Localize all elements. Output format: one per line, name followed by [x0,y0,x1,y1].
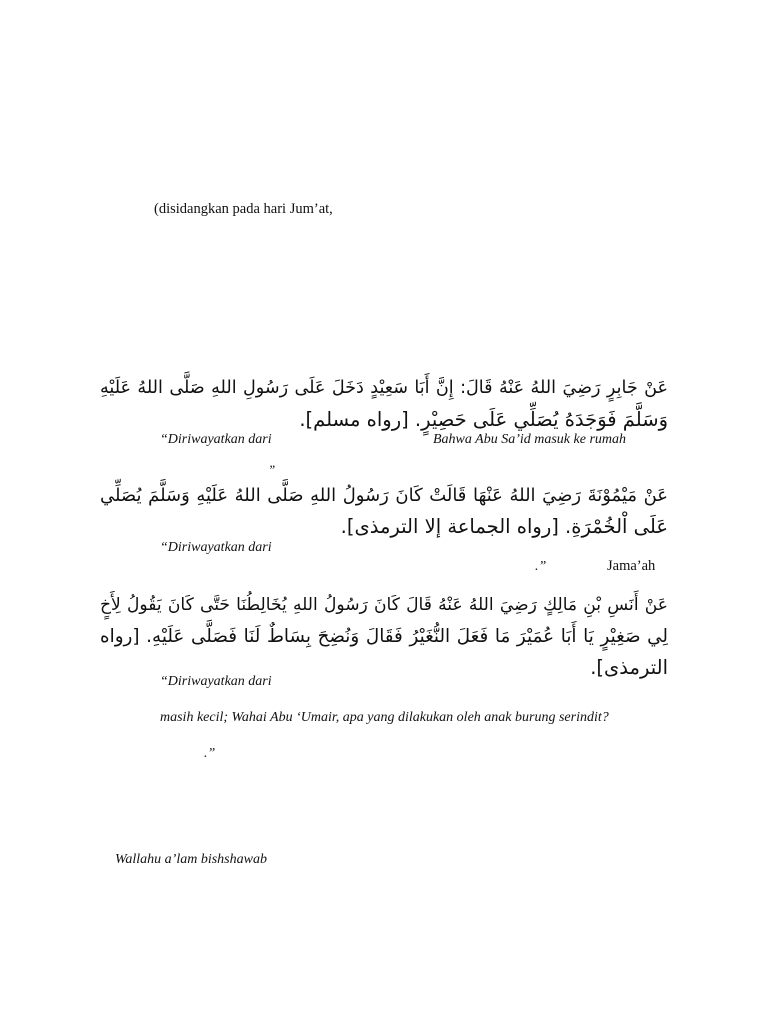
hadith-3-arabic [100,590,668,683]
hadith-1-arabic-line-2: وَسَلَّمَ فَوَجَدَهُ يُصَلِّي عَلَى حَصِيْرٍ. [رواه مسلم]. [299,408,668,431]
hadith-1-translation-start: “Diriwayatkan dari [160,432,272,447]
hadith-3-translation-end: .” [204,746,216,761]
hadith-1-translation-tail: Bahwa Abu Sa’id masuk ke rumah [433,432,626,447]
hadith-3-arabic-line-3: الترمذى]. [590,656,668,679]
header-note: (disidangkan pada hari Jum’at, [154,201,333,217]
hadith-2-arabic [100,480,668,542]
hadith-2-arabic-line-1: عَنْ مَيْمُوْنَةَ رَضِيَ اللهُ عَنْهَا قَالَتْ كَانَ رَسُولُ اللهِ صَلَّى اللهُ عَلَيْهِ وَسَلَّمَ يُصَلِّي [100,485,668,506]
hadith-1-arabic-line-1: عَنْ جَابِرٍ رَضِيَ اللهُ عَنْهُ قَالَ: إِنَّ أَبَا سَعِيْدٍ دَخَلَ عَلَى رَسُولِ اللهِ صَلَّى اللهُ عَلَيْهِ [100,378,668,398]
hadith-3-arabic-line-2: لِي صَغِيْرٍ يَا أَبَا عُمَيْرَ مَا فَعَلَ النُّغَيْرُ فَقَالَ وَنُضِحَ بِسَاطٌ لَنَا فَصَلَّى عَلَيْهِ. [رواه [100,626,668,647]
hadith-2-translation-end: .” [535,559,547,574]
closing-line: Wallahu a’lam bishshawab [115,852,267,867]
hadith-3-arabic-line-1: عَنْ أَنَسِ بْنِ مَالِكٍ رَضِيَ اللهُ عَنْهُ قَالَ كَانَ رَسُولُ اللهِ يُخَالِطُنَا حَتَّى كَانَ يَقُولُ لِأَخٍ [100,595,668,615]
hadith-1-arabic [100,373,668,435]
hadith-3-translation-body: masih kecil; Wahai Abu ‘Umair, apa yang dilakukan oleh anak burung serindit? [160,710,609,725]
hadith-2-arabic-line-2: عَلَى اْلخُمْرَةِ. [رواه الجماعة إلا الترمذى]. [340,515,668,538]
hadith-2-narrator: Jama’ah [607,558,656,574]
hadith-3-translation-start: “Diriwayatkan dari [160,674,272,689]
hadith-2-quote-mark: ” [268,462,276,477]
hadith-2-translation-start: “Diriwayatkan dari [160,540,272,555]
